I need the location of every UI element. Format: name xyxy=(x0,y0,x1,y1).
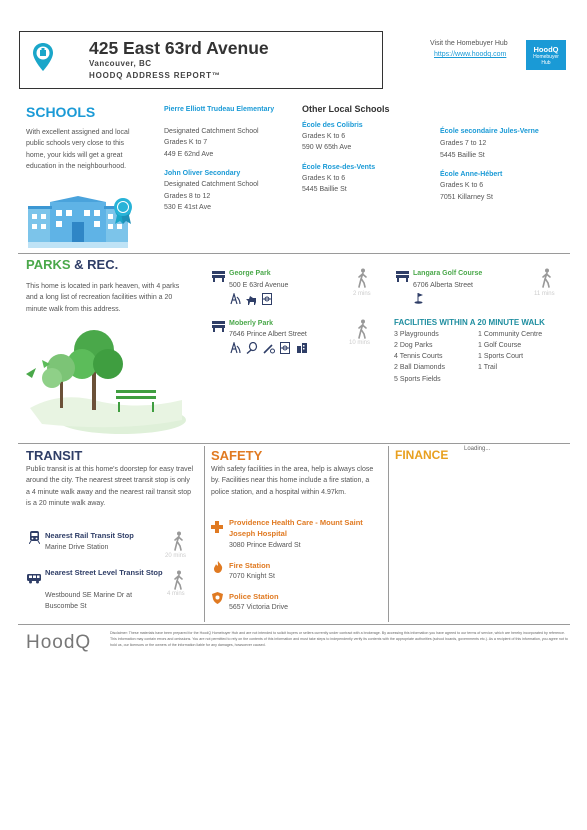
sports-field-icon xyxy=(262,292,272,310)
visit-hub-text: Visit the Homebuyer Hub xyxy=(430,40,508,47)
transit-title: TRANSIT xyxy=(26,448,83,463)
facility-item: 2 Dog Parks xyxy=(394,342,433,349)
police-station-name: Police Station xyxy=(229,592,279,601)
hospital-cross-icon xyxy=(211,520,223,538)
facility-item: 2 Ball Diamonds xyxy=(394,364,445,371)
city-label: Vancouver, BC xyxy=(89,59,152,68)
walking-person-icon xyxy=(357,268,368,293)
section-divider xyxy=(18,624,570,625)
facility-item: 1 Golf Course xyxy=(478,342,522,349)
badge-subtitle: Homebuyer Hub xyxy=(533,54,559,66)
report-label: HOODQ ADDRESS REPORT™ xyxy=(89,71,221,80)
facility-item: 4 Tennis Courts xyxy=(394,353,443,360)
schools-title: SCHOOLS xyxy=(26,104,96,120)
ball-diamond-icon xyxy=(263,341,275,359)
walk-time: 2 mins xyxy=(353,291,371,297)
park-name: Langara Golf Course xyxy=(413,270,483,277)
hoodq-footer-logo: HoodQ xyxy=(26,632,92,653)
facility-item: 5 Sports Fields xyxy=(394,376,441,383)
other-school-address: 5445 Baillie St xyxy=(440,152,485,159)
park-bench-icon xyxy=(212,319,225,337)
catchment-school-name: Pierre Elliott Trudeau Elementary xyxy=(164,106,275,113)
tennis-icon xyxy=(246,341,258,359)
other-school-name: École des Colibris xyxy=(302,122,363,129)
park-bench-icon xyxy=(396,269,409,287)
street-stop-title: Nearest Street Level Transit Stop xyxy=(45,568,163,577)
transit-intro: Public transit is at this home's doorstep for easy travel around the city. The nearest street transit stop is only a 4 minute walk away and the nearest rail transit stop is a 20 minute walk away. xyxy=(26,466,194,507)
playground-icon xyxy=(229,292,241,310)
park-address: 6706 Alberta Street xyxy=(413,282,473,289)
other-school-name: École Anne-Hébert xyxy=(440,171,503,178)
walk-time: 11 mins xyxy=(534,291,555,297)
walk-time: 4 mins xyxy=(167,591,185,597)
sports-field-icon xyxy=(280,341,290,359)
parks-title xyxy=(26,257,118,272)
badge-logo: HoodQ xyxy=(533,45,559,54)
police-badge-icon xyxy=(212,591,223,609)
park-bench-icon xyxy=(212,269,225,287)
walk-time: 10 mins xyxy=(349,340,371,346)
column-divider xyxy=(388,446,389,622)
catchment-school-name: John Oliver Secondary xyxy=(164,170,241,177)
golf-course-icon xyxy=(414,291,424,309)
facility-item: 1 Community Centre xyxy=(478,331,543,338)
facility-item: 3 Playgrounds xyxy=(394,331,439,338)
hospital-address: 3080 Prince Edward St xyxy=(229,542,301,549)
other-school-name: École Rose-des-Vents xyxy=(302,164,376,171)
parks-title-rec: & REC. xyxy=(70,257,119,272)
rail-stop-title: Nearest Rail Transit Stop xyxy=(45,531,134,540)
other-school-grades: Grades 7 to 12 xyxy=(440,140,487,147)
community-centre-icon xyxy=(296,341,308,359)
fire-icon xyxy=(213,560,223,578)
section-divider xyxy=(18,443,570,444)
bus-icon xyxy=(27,571,41,589)
street-stop-name: Westbound SE Marine Dr at Buscombe St xyxy=(45,592,133,611)
section-divider xyxy=(18,253,570,254)
catchment-school-type: Designated Catchment School xyxy=(164,128,259,135)
parks-title-main: PARKS xyxy=(26,257,71,272)
other-school-grades: Grades K to 6 xyxy=(302,175,346,182)
facility-item: 1 Sports Court xyxy=(478,353,524,360)
footer-disclaimer: Disclaimer: These materials have been prepared for the HoodQ Homebuyer Hub and are not intended to solicit buyers or sellers currently under contract with a brokerage. By accessing this information you have agreed to our terms of service, which are hereby incorporated by reference. This information may contain errors and omissions. You are not permitted to rely on the contents of this information and must take steps to independently verify its contents with the appropriate authorities (school boards, governments etc.). As a recipient of this information, you agree not to hold us, our licensors or the owners of the information liable for any damages, howsoever caused. xyxy=(110,631,568,647)
parks-intro: This home is located in park heaven, with 4 parks and a long list of recreation facilities within a 20 minute walk from this address. xyxy=(26,283,180,313)
walk-time: 20 mins xyxy=(165,553,187,559)
safety-title: SAFETY xyxy=(211,448,263,463)
schools-intro: With excellent assigned and local public schools very close to this home, your kids will get a great education in the neighbourhood. xyxy=(26,129,130,170)
facilities-title: FACILITIES WITHIN A 20 MINUTE WALK xyxy=(394,318,545,327)
fire-station-name: Fire Station xyxy=(229,561,271,570)
facility-item: 1 Trail xyxy=(478,364,498,371)
safety-intro: With safety facilities in the area, help is always close by. Facilities near this home include a fire station, a police station, and a hospital within 4.97km. xyxy=(211,466,374,496)
park-address: 500 E 63rd Avenue xyxy=(229,282,289,289)
award-ribbon-icon xyxy=(112,197,134,230)
police-station-address: 5657 Victoria Drive xyxy=(229,604,289,611)
park-name: Moberly Park xyxy=(229,320,273,327)
catchment-school-grades: Grades 8 to 12 xyxy=(164,193,211,200)
finance-loading: Loading... xyxy=(464,446,491,452)
other-school-name: École secondaire Jules-Verne xyxy=(440,128,539,135)
other-school-grades: Grades K to 6 xyxy=(302,133,346,140)
fire-station-address: 7070 Knight St xyxy=(229,573,275,580)
walking-person-icon xyxy=(541,268,552,293)
catchment-school-address: 449 E 62nd Ave xyxy=(164,151,214,158)
park-address: 7646 Prince Albert Street xyxy=(229,331,307,338)
park-name: George Park xyxy=(229,270,271,277)
catchment-school-address: 530 E 41st Ave xyxy=(164,204,211,211)
address-title: 425 East 63rd Avenue xyxy=(89,38,269,58)
hospital-name: Providence Health Care - Mount Saint Joseph Hospital xyxy=(229,518,363,538)
catchment-school-grades: Grades K to 7 xyxy=(164,139,208,146)
location-pin-icon xyxy=(32,42,54,77)
dog-park-icon xyxy=(245,293,258,311)
other-school-grades: Grades K to 6 xyxy=(440,182,484,189)
train-icon xyxy=(29,531,40,549)
rail-stop-name: Marine Drive Station xyxy=(45,544,109,551)
column-divider xyxy=(204,446,205,622)
finance-title: FINANCE xyxy=(395,448,449,462)
other-school-address: 7051 Killarney St xyxy=(440,194,493,201)
hoodq-link[interactable]: https://www.hoodq.com xyxy=(434,51,507,58)
other-schools-title: Other Local Schools xyxy=(302,104,390,114)
other-school-address: 5445 Baillie St xyxy=(302,186,347,193)
homebuyer-hub-badge[interactable] xyxy=(526,40,566,70)
park-trees-illustration xyxy=(22,320,187,440)
other-school-address: 590 W 65th Ave xyxy=(302,144,352,151)
playground-icon xyxy=(229,341,241,359)
catchment-school-type: Designated Catchment School xyxy=(164,181,259,188)
